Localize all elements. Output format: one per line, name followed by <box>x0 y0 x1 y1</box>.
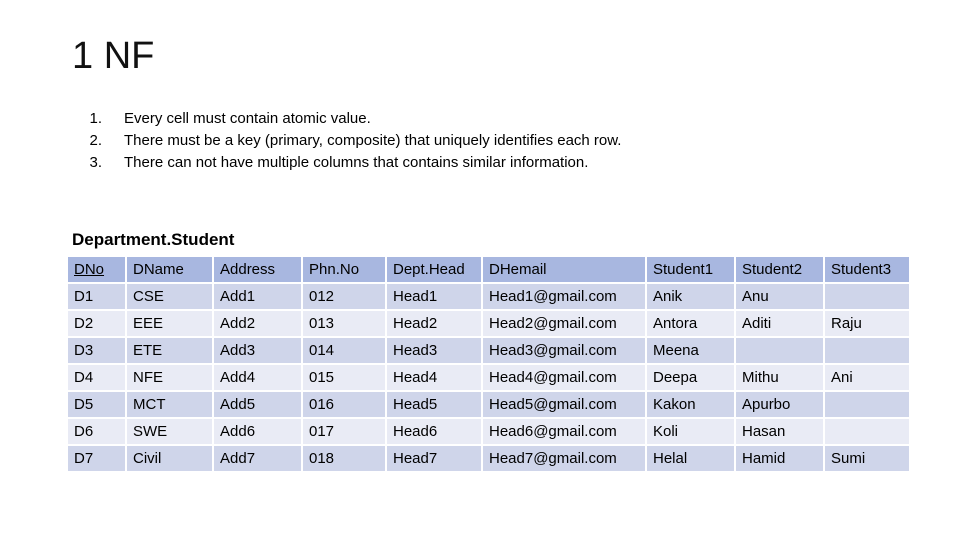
table-cell: Head7 <box>387 446 481 471</box>
column-header: DHemail <box>483 257 645 282</box>
table-cell <box>736 338 823 363</box>
table-cell: Ani <box>825 365 909 390</box>
column-header: Student1 <box>647 257 734 282</box>
rule-item <box>72 152 621 174</box>
rule-number: 2. <box>89 132 102 149</box>
table-cell <box>825 392 909 417</box>
table-cell: Deepa <box>647 365 734 390</box>
rule-item <box>72 108 621 130</box>
table-cell: Civil <box>127 446 212 471</box>
table-cell <box>825 338 909 363</box>
table-cell: Head4@gmail.com <box>483 365 645 390</box>
table-cell: 017 <box>303 419 385 444</box>
table-cell: Head5 <box>387 392 481 417</box>
table-cell: ETE <box>127 338 212 363</box>
table-cell: Hasan <box>736 419 823 444</box>
table-cell: Koli <box>647 419 734 444</box>
table-row <box>68 446 909 471</box>
table-cell: Add5 <box>214 392 301 417</box>
rule-text: Every cell must contain atomic value. <box>124 110 371 127</box>
table-cell <box>825 284 909 309</box>
rule-text: There can not have multiple columns that contains similar information. <box>124 154 589 171</box>
rule-item <box>72 130 621 152</box>
rules-list <box>72 108 621 174</box>
table-header-row <box>68 257 909 282</box>
column-header: Phn.No <box>303 257 385 282</box>
table-row <box>68 419 909 444</box>
table-cell: Raju <box>825 311 909 336</box>
rule-text: There must be a key (primary, composite) that uniquely identifies each row. <box>124 132 622 149</box>
slide-title: 1 NF <box>72 35 155 77</box>
table-cell: Add1 <box>214 284 301 309</box>
table-row <box>68 311 909 336</box>
table-cell: Head6 <box>387 419 481 444</box>
table-cell: Head7@gmail.com <box>483 446 645 471</box>
table-cell: Kakon <box>647 392 734 417</box>
table-cell: EEE <box>127 311 212 336</box>
table-cell: Head2@gmail.com <box>483 311 645 336</box>
table-cell: Anu <box>736 284 823 309</box>
table-cell: Hamid <box>736 446 823 471</box>
table-cell: D6 <box>68 419 125 444</box>
table-cell: D7 <box>68 446 125 471</box>
table-cell: Apurbo <box>736 392 823 417</box>
table-cell: Add3 <box>214 338 301 363</box>
table-caption: Department.Student <box>72 230 235 249</box>
table-cell: 015 <box>303 365 385 390</box>
table-cell: Sumi <box>825 446 909 471</box>
table-cell: Aditi <box>736 311 823 336</box>
table-cell: Head2 <box>387 311 481 336</box>
table-cell: 012 <box>303 284 385 309</box>
table-cell: CSE <box>127 284 212 309</box>
table-cell: 018 <box>303 446 385 471</box>
table-cell: D2 <box>68 311 125 336</box>
table-cell: Head1 <box>387 284 481 309</box>
table-cell: SWE <box>127 419 212 444</box>
table-cell: 014 <box>303 338 385 363</box>
table-cell: Head1@gmail.com <box>483 284 645 309</box>
table-cell: Head4 <box>387 365 481 390</box>
table-row <box>68 392 909 417</box>
table-cell: D3 <box>68 338 125 363</box>
table-cell: Mithu <box>736 365 823 390</box>
table-cell: Head6@gmail.com <box>483 419 645 444</box>
table-row <box>68 365 909 390</box>
table-cell: D1 <box>68 284 125 309</box>
table-cell: Add2 <box>214 311 301 336</box>
table-cell: Head3 <box>387 338 481 363</box>
column-header: Student3 <box>825 257 909 282</box>
column-header: Address <box>214 257 301 282</box>
table-cell: Helal <box>647 446 734 471</box>
table-row <box>68 338 909 363</box>
table-cell: Antora <box>647 311 734 336</box>
column-header: DNo <box>68 257 125 282</box>
department-student-table <box>66 255 911 473</box>
rule-number: 3. <box>89 154 102 171</box>
table-cell: Add6 <box>214 419 301 444</box>
table-cell: Anik <box>647 284 734 309</box>
table-cell: Add7 <box>214 446 301 471</box>
column-header: Dept.Head <box>387 257 481 282</box>
table-cell: Head5@gmail.com <box>483 392 645 417</box>
column-header: DName <box>127 257 212 282</box>
table-cell: NFE <box>127 365 212 390</box>
rule-number: 1. <box>89 110 102 127</box>
table-cell: MCT <box>127 392 212 417</box>
table-cell: Meena <box>647 338 734 363</box>
table-cell: Add4 <box>214 365 301 390</box>
table-cell: 016 <box>303 392 385 417</box>
table-cell: Head3@gmail.com <box>483 338 645 363</box>
table-cell: D5 <box>68 392 125 417</box>
table-cell: D4 <box>68 365 125 390</box>
table-cell <box>825 419 909 444</box>
table-row <box>68 284 909 309</box>
column-header: Student2 <box>736 257 823 282</box>
table-cell: 013 <box>303 311 385 336</box>
